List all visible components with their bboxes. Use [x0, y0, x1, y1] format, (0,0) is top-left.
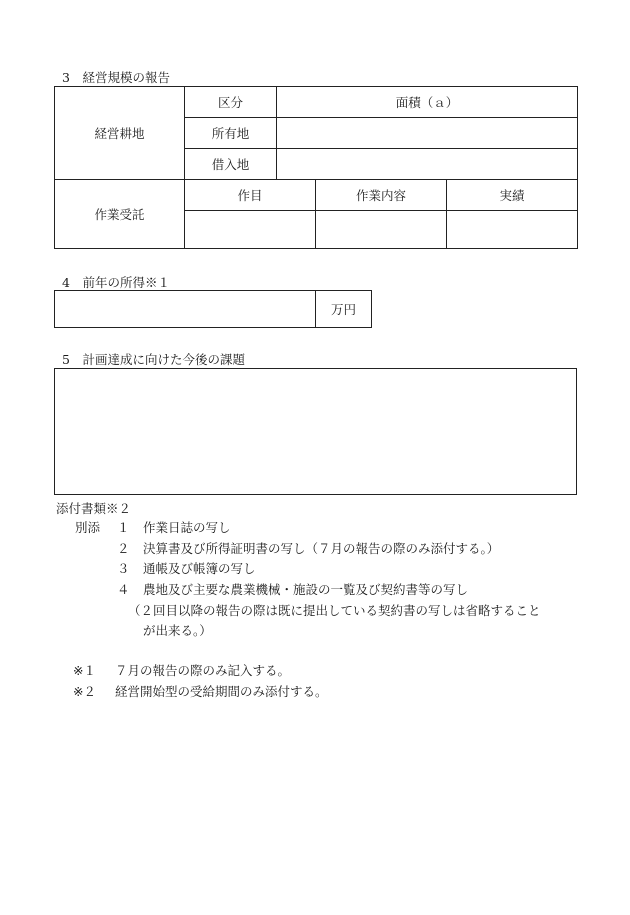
footnote-text-1: ７月の報告の際のみ記入する。 — [115, 663, 291, 678]
row-leased-label: 借入地 — [185, 149, 277, 180]
attachment-note-line2: が出来る。） — [143, 623, 212, 638]
col-crop: 作目 — [185, 180, 316, 211]
issues-field[interactable] — [54, 368, 577, 495]
contract-table — [54, 179, 578, 249]
attachment-item-1: 作業日誌の写し — [143, 520, 231, 535]
farmland-table — [54, 86, 578, 180]
attachment-item-2: 決算書及び所得証明書の写し（７月の報告の際のみ添付する。） — [143, 541, 500, 556]
col-category: 区分 — [185, 87, 277, 118]
col-area: 面積（ａ） — [277, 87, 578, 118]
attachment-num-4: ４ — [117, 582, 130, 597]
crop-cell[interactable] — [185, 211, 316, 249]
section4-heading: 4 前年の所得※１ — [62, 275, 170, 290]
attachment-note-line1: （２回目以降の報告の際は既に提出している契約書の写しは省略すること — [128, 603, 541, 618]
footnote-text-2: 経営開始型の受給期間のみ添付する。 — [115, 684, 328, 699]
leased-area-cell[interactable] — [277, 149, 578, 180]
section3-heading: 3 経営規模の報告 — [62, 70, 170, 85]
row-owned-label: 所有地 — [185, 118, 277, 149]
work-cell[interactable] — [316, 211, 447, 249]
col-work: 作業内容 — [316, 180, 447, 211]
col-results: 実績 — [447, 180, 578, 211]
farmland-label: 経営耕地 — [55, 87, 185, 180]
income-field[interactable] — [54, 290, 316, 328]
attachments-heading: 添付書類※２ — [56, 501, 132, 516]
footnote-mark-2: ※２ — [73, 684, 96, 699]
income-unit: 万円 — [315, 290, 372, 328]
attachment-item-3: 通帳及び帳簿の写し — [143, 561, 256, 576]
section5-heading: 5 計画達成に向けた今後の課題 — [62, 352, 245, 367]
attachment-num-1: １ — [117, 520, 130, 535]
attachment-num-3: ３ — [117, 561, 130, 576]
results-cell[interactable] — [447, 211, 578, 249]
owned-area-cell[interactable] — [277, 118, 578, 149]
footnote-mark-1: ※１ — [73, 663, 96, 678]
attachment-num-2: ２ — [117, 541, 130, 556]
attachment-item-4: 農地及び主要な農業機械・施設の一覧及び契約書等の写し — [143, 582, 469, 597]
contract-label: 作業受託 — [55, 180, 185, 249]
attachments-prefix: 別添 — [75, 520, 101, 535]
